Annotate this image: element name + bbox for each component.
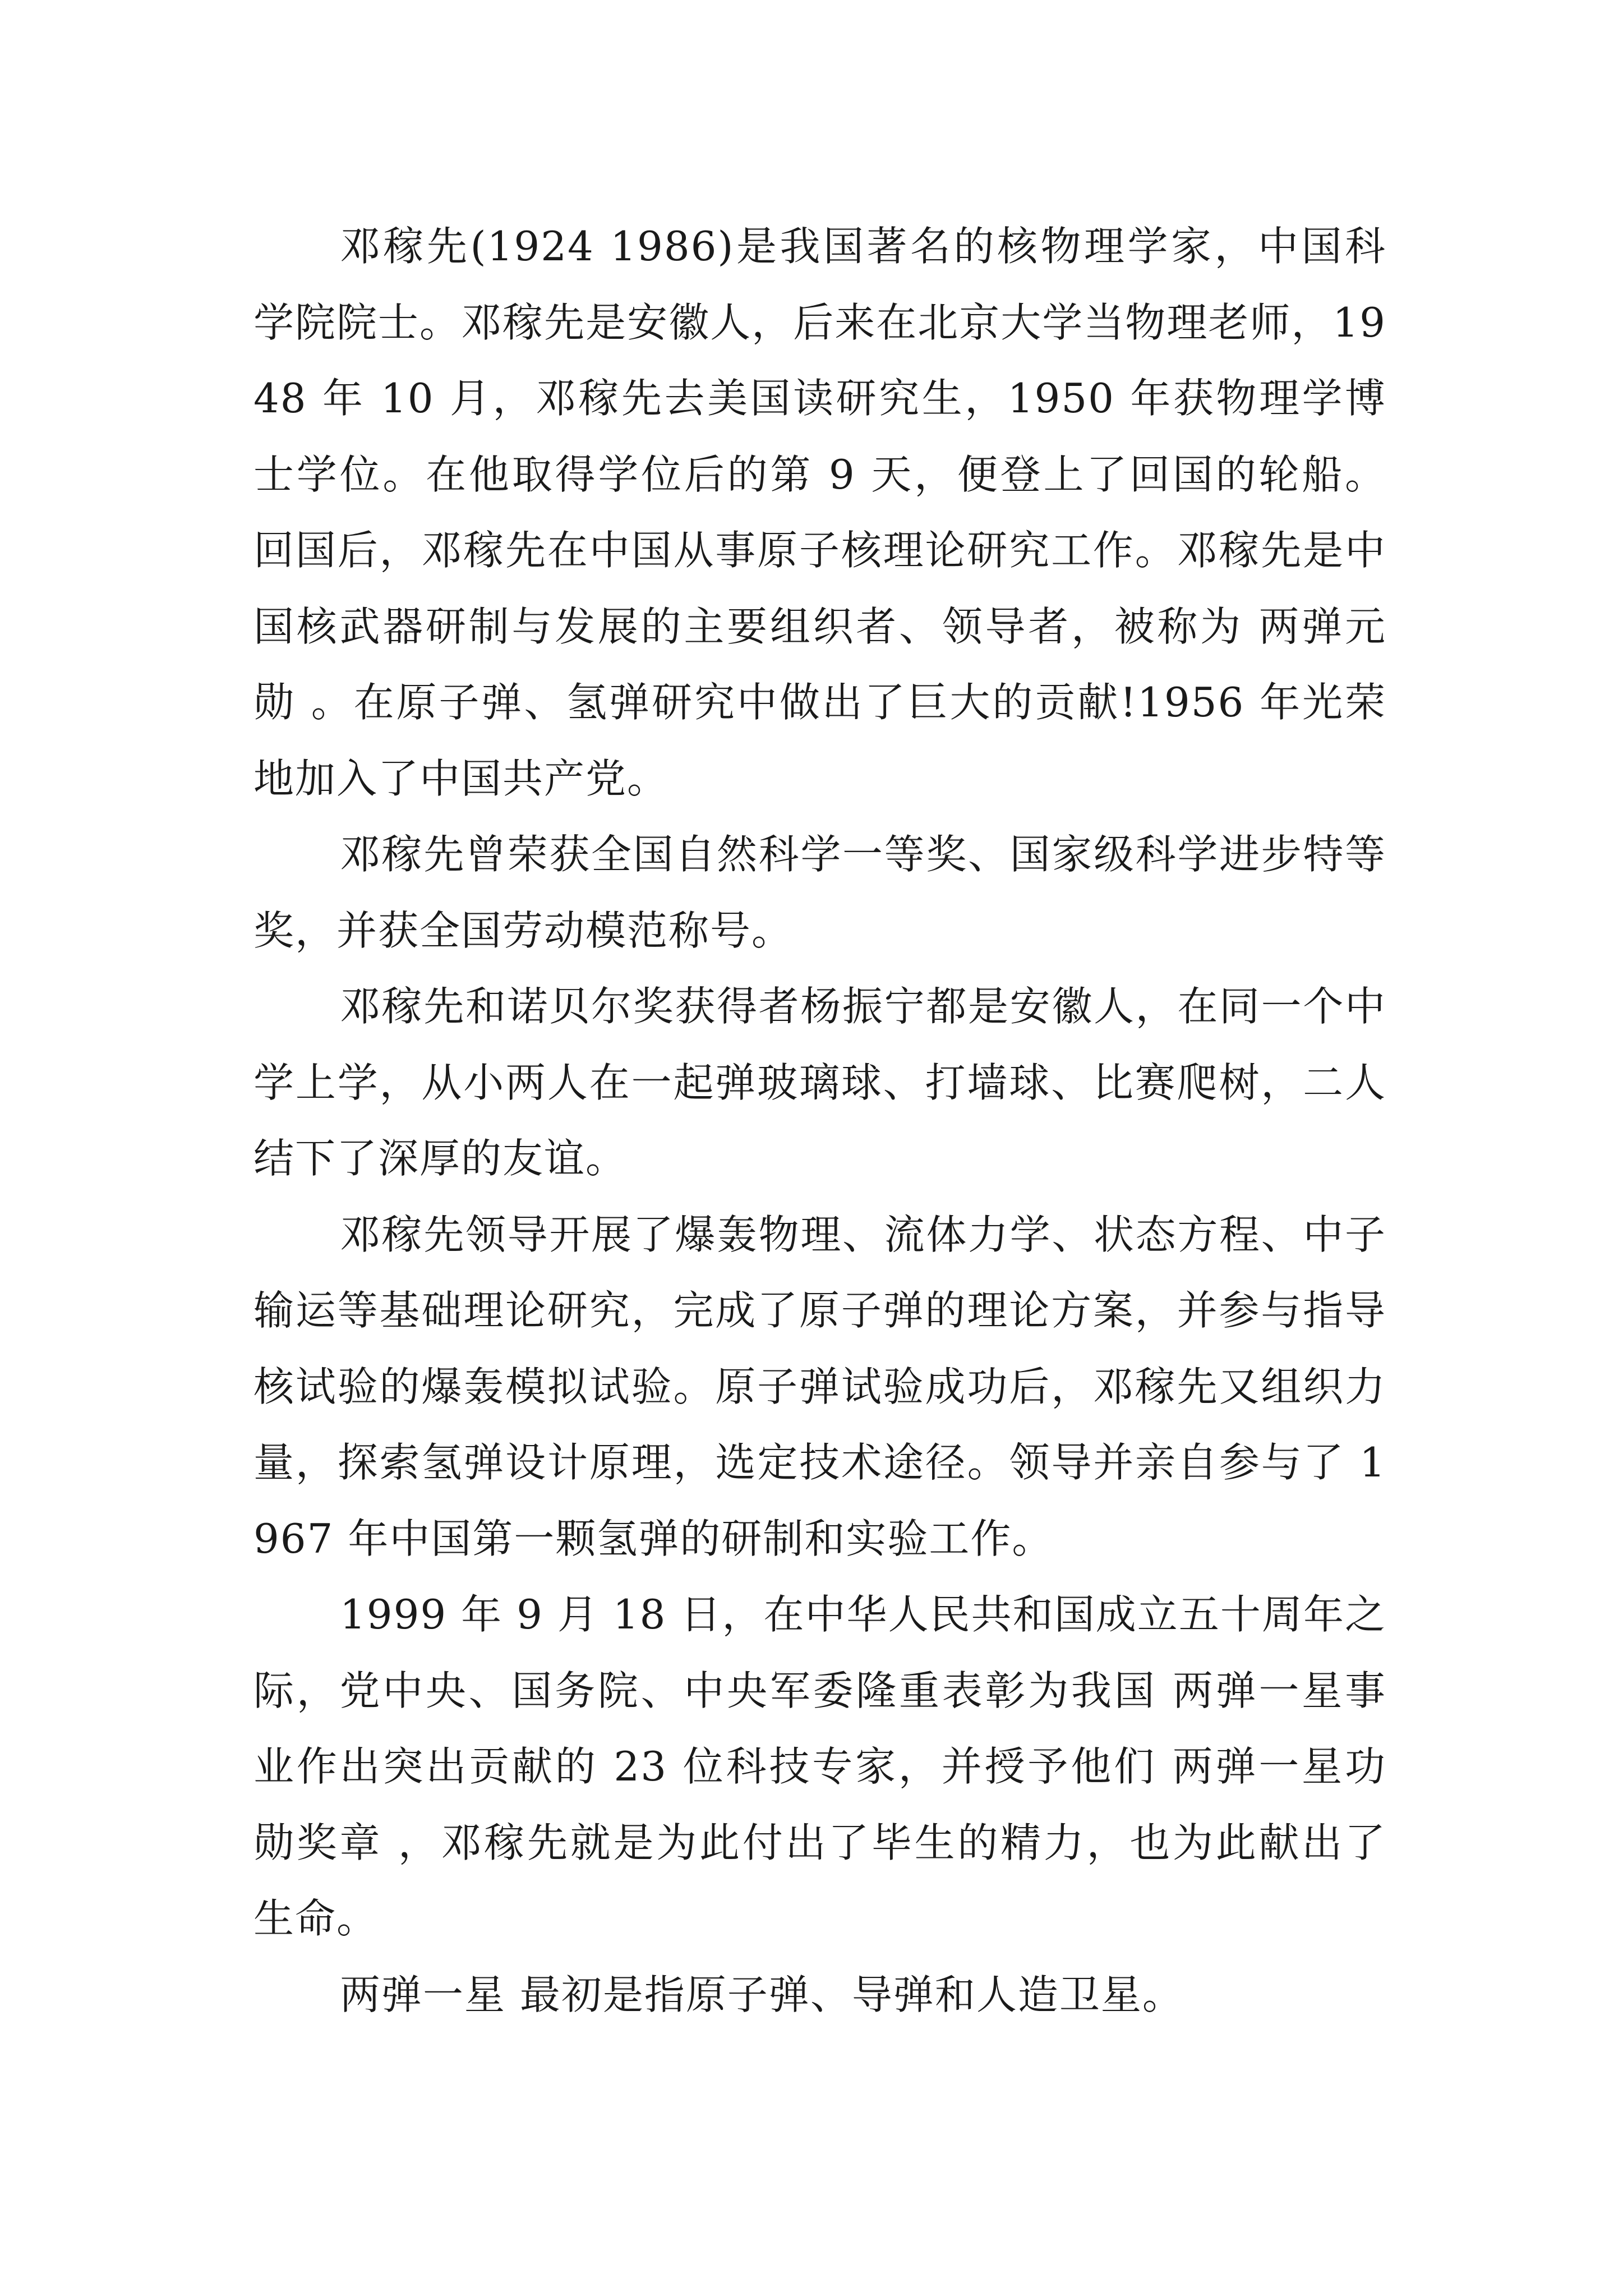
paragraph-research: 邓稼先领导开展了爆轰物理、流体力学、状态方程、中子输运等基础理论研究，完成了原子弹的理论方案，并参与指导核试验的爆轰模拟试验。原子弹试验成功后，邓稼先又组织力量，探索氢弹设计原理，选定技术途径。领导并亲自参与了 1967 年中国第一颗氢弹的研制和实验工作。 — [253, 1211, 1386, 1562]
paragraph-definition: 两弹一星 最初是指原子弹、导弹和人造卫星。 — [340, 1971, 1184, 2018]
article-body — [253, 209, 1386, 2033]
paragraph-intro: 邓稼先(1924 1986)是我国著名的核物理学家，中国科学院院士。邓稼先是安徽人，后来在北京大学当物理老师，1948 年 10 月，邓稼先去美国读研究生，1950 年获物理学博士学位。在他取得学位后的第 9 天，便登上了回国的轮船。回国后，邓稼先在中国从事原子核理论研究工作。邓稼先是中国核武器研制与发展的主要组织者、领导者，被称为 两弹元勋 。在原子弹、氢弹研究中做出了巨大的贡献!1956 年光荣地加入了中国共产党。 — [253, 223, 1386, 802]
paragraph-honor: 1999 年 9 月 18 日，在中华人民共和国成立五十周年之际，党中央、国务院、中央军委隆重表彰为我国 两弹一星事业作出突出贡献的 23 位科技专家，并授予他们 两弹一星功勋奖章 ，邓稼先就是为此付出了毕生的精力，也为此献出了生命。 — [253, 1591, 1386, 1942]
paragraph-awards: 邓稼先曾荣获全国自然科学一等奖、国家级科学进步特等奖，并获全国劳动模范称号。 — [253, 831, 1386, 954]
paragraph-friendship: 邓稼先和诺贝尔奖获得者杨振宁都是安徽人，在同一个中学上学，从小两人在一起弹玻璃球、打墙球、比赛爬树，二人结下了深厚的友谊。 — [253, 983, 1386, 1182]
